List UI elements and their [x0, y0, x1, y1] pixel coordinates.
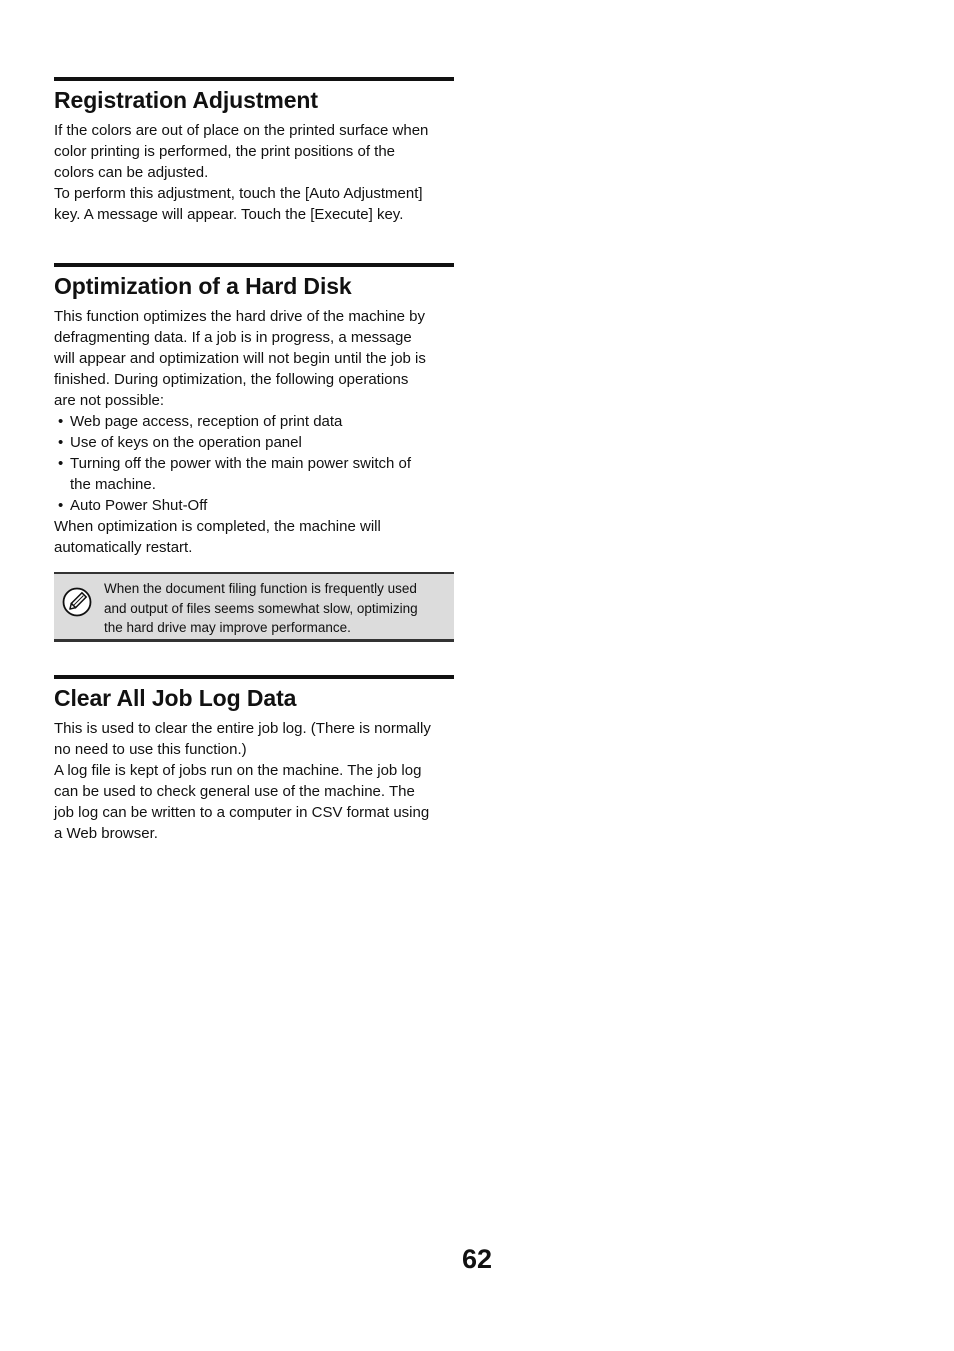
section-title: Registration Adjustment [54, 87, 318, 113]
section-divider [54, 675, 454, 679]
paragraph: A log file is kept of jobs run on the machine. The job log can be used to check general use of the machine. The job log can be written to a computer in CSV format using a Web browser. [54, 762, 430, 842]
bullet-icon: • [58, 434, 64, 451]
registration-adjustment-section [54, 77, 454, 225]
page-number: 62 [461, 1244, 493, 1274]
note-pencil-icon [62, 587, 92, 617]
paragraph: This function optimizes the hard drive of the machine by defragmenting data. If a job is in progress, a message will appear and optimization will not begin until the job is finished. During optimization, the following operations are not possible: [54, 308, 426, 409]
clear-job-log-section [54, 675, 454, 844]
bullet-icon: • [58, 497, 64, 514]
list-item-text: Turning off the power with the main power switch of the machine. [70, 455, 412, 493]
list-item-text: Web page access, reception of print data [70, 413, 343, 430]
bullet-icon: • [58, 455, 64, 472]
list-item [54, 495, 454, 516]
bullet-icon: • [58, 413, 64, 430]
list-item-text: Auto Power Shut-Off [70, 497, 208, 514]
section-divider [54, 77, 454, 81]
section-title: Clear All Job Log Data [54, 685, 297, 711]
paragraph: To perform this adjustment, touch the [Auto Adjustment] key. A message will appear. Touch the [Execute] key. [54, 185, 423, 223]
note-box [54, 572, 454, 642]
note-text: When the document filing function is frequently used and output of files seems somewhat slow, optimizing the hard drive may improve performance. [104, 581, 418, 635]
paragraph: When optimization is completed, the machine will automatically restart. [54, 518, 381, 556]
paragraph: This is used to clear the entire job log. (There is normally no need to use this function.) [54, 720, 431, 758]
list-item [54, 453, 454, 495]
list-item [54, 432, 454, 453]
section-title: Optimization of a Hard Disk [54, 273, 352, 299]
bullet-list [54, 411, 454, 516]
list-item [54, 411, 454, 432]
paragraph: If the colors are out of place on the printed surface when color printing is performed, the print positions of the colors can be adjusted. [54, 122, 429, 181]
list-item-text: Use of keys on the operation panel [70, 434, 302, 451]
section-divider [54, 263, 454, 267]
hard-disk-optimization-section [54, 263, 454, 558]
